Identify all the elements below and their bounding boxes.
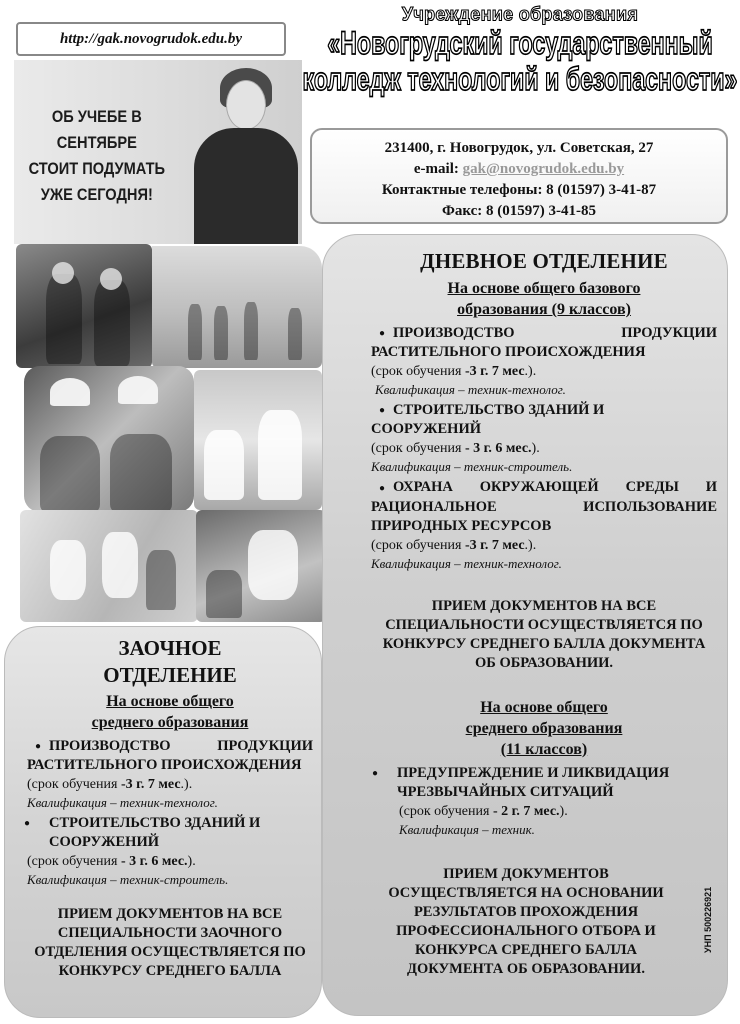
basis-11-line2: среднего образования (465, 719, 623, 737)
bullet-icon: ● (371, 767, 379, 779)
person-head (226, 80, 266, 130)
email-link[interactable]: gak@novogrudok.edu.by (462, 161, 625, 177)
zaoch-basis-line1: На основе общего (106, 693, 234, 710)
admission-notice-day: ПРИЕМ ДОКУМЕНТОВ НА ВСЕ СПЕЦИАЛЬНОСТИ ОСУЩЕСТВЛЯЕТСЯ ПО КОНКУРСУ СРЕДНЕГО БАЛЛА ДОКУМЕНТА ОБ ОБРАЗОВАНИИ. (382, 597, 706, 671)
photo-classroom (20, 510, 198, 622)
photo-workshop (196, 510, 326, 622)
bullet-icon: ● (378, 482, 386, 494)
phones: Контактные телефоны: 8 (01597) 3-41-87 (381, 182, 657, 198)
email-row (312, 159, 726, 180)
fax: Факс: 8 (01597) 3-41-85 (441, 203, 597, 219)
program-environment: ● ОХРАНА ОКРУЖАЮЩЕЙ СРЕДЫ И РАЦИОНАЛЬНОЕ ИСПОЛЬЗОВАНИЕ ПРИРОДНЫХ РЕСУРСОВ (срок обучения -3 г. 7 мес.). Квалификация – техник-технолог. (371, 479, 717, 571)
admission-notice-emergency: ПРИЕМ ДОКУМЕНТОВ ОСУЩЕСТВЛЯЕТСЯ НА ОСНОВАНИИ РЕЗУЛЬТАТОВ ПРОХОЖДЕНИЯ ПРОФЕССИОНАЛЬНОГО ОТБОРА И КОНКУРСА СРЕДНЕГО БАЛЛА ДОКУМЕНТА ОБ ОБРАЗОВАНИИ. (388, 865, 664, 977)
email-label: e-mail: (413, 161, 463, 177)
zaoch-basis-line2: среднего образования (91, 714, 249, 731)
bullet-icon: ● (23, 818, 31, 830)
institution-name-line2: колледж технологий и безопасности» (302, 61, 738, 97)
bullet-icon: ● (378, 328, 386, 340)
promo-line-2: СТОИТ ПОДУМАТЬ (28, 159, 166, 178)
photo-laboratory (194, 370, 322, 510)
zaoch-program-construction: ● СТРОИТЕЛЬСТВО ЗДАНИЙ И СООРУЖЕНИЙ (срок обучения - 3 г. 6 мес.). Квалификация – техник-строитель. (23, 815, 261, 888)
photo-field-work (152, 246, 322, 368)
promo-line-1: ОБ УЧЕБЕ В СЕНТЯБРЕ (51, 107, 142, 152)
basis-9-line2: образования (9 классов) (457, 301, 631, 318)
contact-box (310, 128, 728, 224)
bullet-icon: ● (34, 741, 42, 753)
correspondence-department-panel (4, 626, 322, 1018)
basis-9-line1: На основе общего базового (447, 280, 641, 297)
photo-builders (24, 366, 194, 512)
institution-type: Учреждение образования (401, 2, 639, 25)
admission-notice-correspondence: ПРИЕМ ДОКУМЕНТОВ НА ВСЕ СПЕЦИАЛЬНОСТИ ЗАОЧНОГО ОТДЕЛЕНИЯ ОСУЩЕСТВЛЯЕТСЯ ПО КОНКУРСУ СРЕДНЕГО БАЛЛА (34, 906, 306, 980)
promo-slogan (28, 104, 166, 208)
basis-11-line1: На основе общего (480, 698, 608, 716)
institution-header (300, 4, 740, 97)
program-emergency: ● ПРЕДУПРЕЖДЕНИЕ И ЛИКВИДАЦИЯ ЧРЕЗВЫЧАЙНЫХ СИТУАЦИЙ (срок обучения - 2 г. 7 мес.). Квалификация – техник. (371, 764, 670, 837)
unp-code: УНП 500226921 (703, 886, 713, 954)
institution-name-line1: «Новогрудский государственный (327, 25, 713, 61)
program-plant-production: ● ПРОИЗВОДСТВО ПРОДУКЦИИ РАСТИТЕЛЬНОГО ПРОИСХОЖДЕНИЯ (срок обучения -3 г. 7 мес.). Квалификация – техник-технолог. (371, 325, 717, 398)
day-department-title: ДНЕВНОЕ ОТДЕЛЕНИЕ (420, 249, 668, 273)
basis-11-line3: (11 классов) (500, 740, 588, 758)
program-construction: ● СТРОИТЕЛЬСТВО ЗДАНИЙ И СООРУЖЕНИЙ (срок обучения - 3 г. 6 мес.). Квалификация – техник-строитель. (371, 402, 605, 475)
person-body (194, 128, 298, 244)
day-department-panel (322, 234, 728, 1016)
promo-photo (14, 60, 302, 244)
address: 231400, г. Новогрудок, ул. Советская, 27 (384, 140, 654, 156)
photo-firefighters (16, 244, 152, 368)
promo-line-3: УЖЕ СЕГОДНЯ! (40, 185, 153, 204)
correspondence-title: ЗАОЧНОЕ ОТДЕЛЕНИЕ (103, 636, 237, 687)
bullet-icon: ● (378, 405, 386, 417)
zaoch-program-plant-production: ● ПРОИЗВОДСТВО ПРОДУКЦИИ РАСТИТЕЛЬНОГО ПРОИСХОЖДЕНИЯ (срок обучения -3 г. 7 мес.). Квалификация – техник-технолог. (27, 738, 313, 811)
website-url[interactable]: http://gak.novogrudok.edu.by (16, 22, 286, 56)
